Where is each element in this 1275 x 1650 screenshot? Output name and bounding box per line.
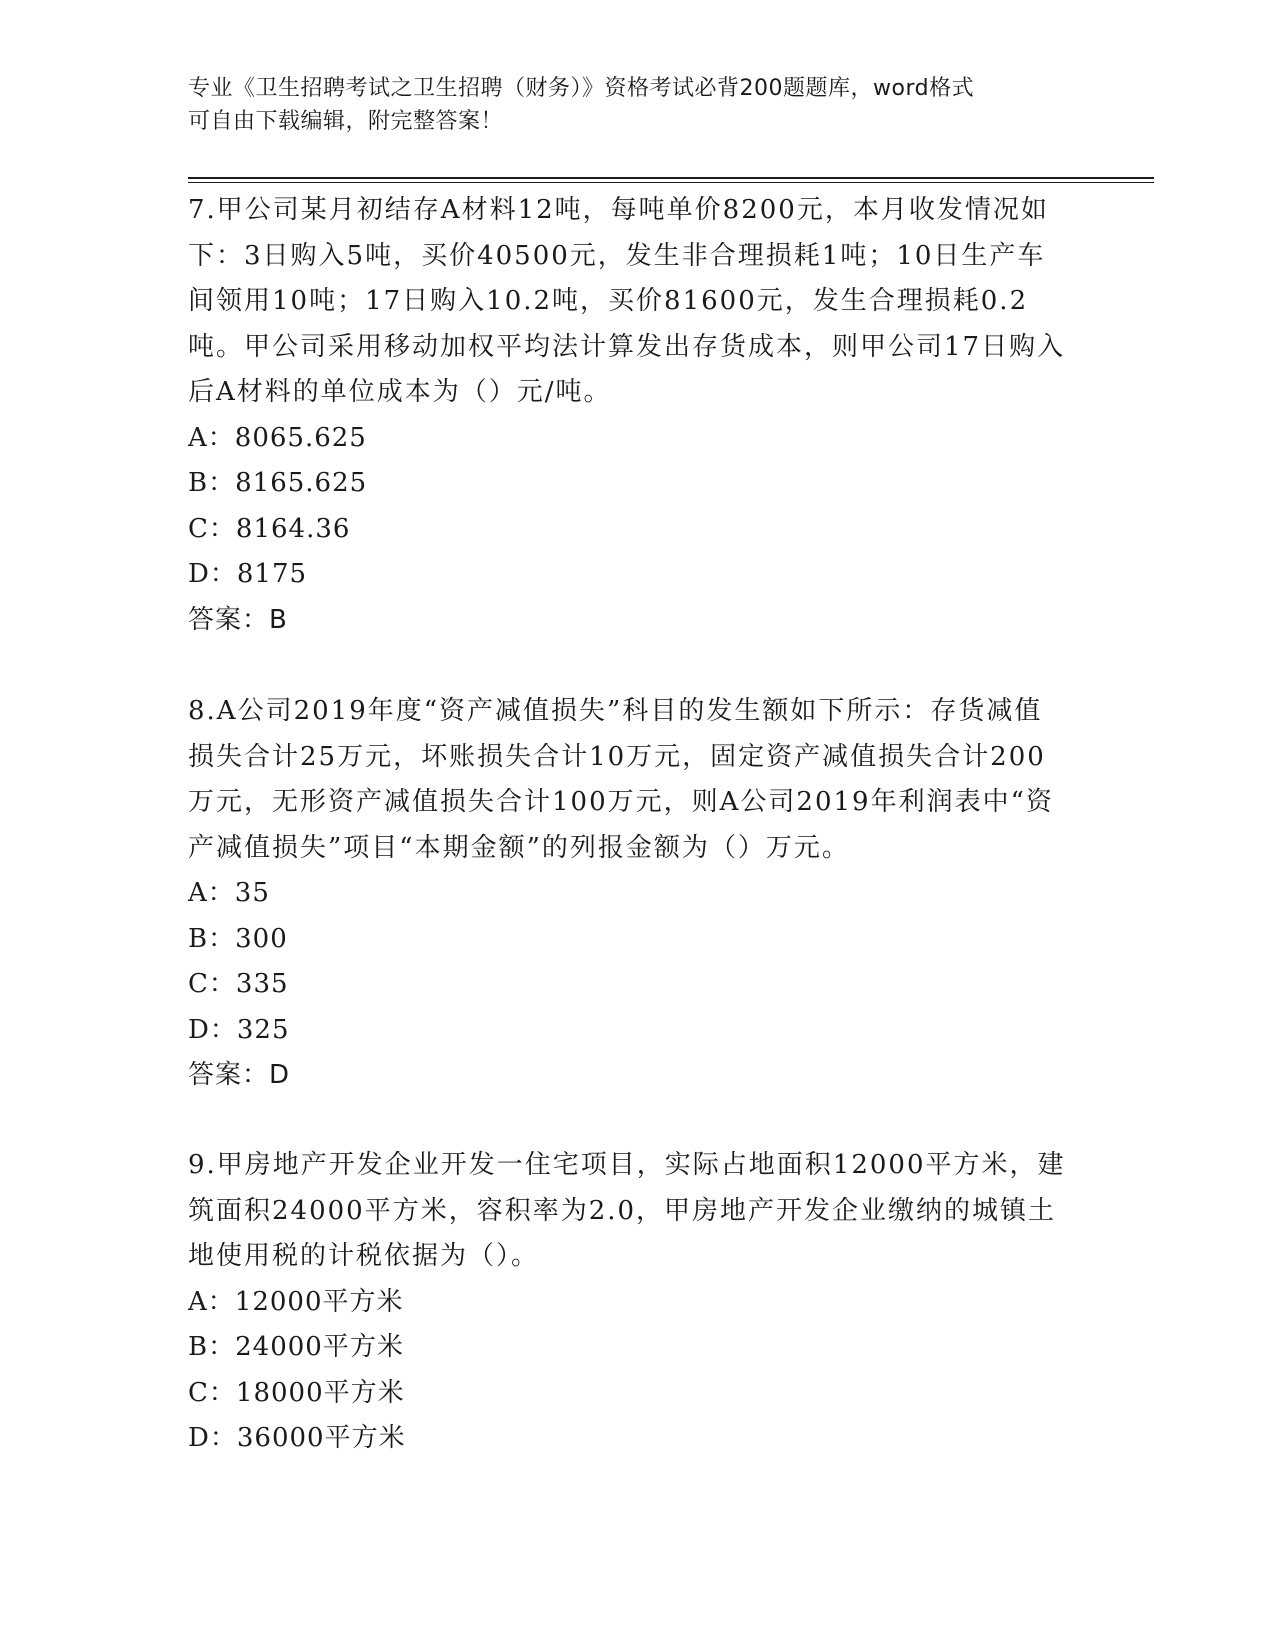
option-letter: C：: [188, 1377, 236, 1408]
option-letter: D：: [188, 1014, 237, 1045]
option-text: 8175: [236, 559, 308, 589]
option-c: [188, 962, 1068, 1008]
question-9: [188, 1143, 1068, 1462]
option-letter: A：: [188, 422, 235, 453]
option-text: 325: [236, 1014, 290, 1045]
option-letter: C：: [188, 513, 236, 544]
option-a: [188, 1280, 1068, 1326]
header-line-1: 专业《卫生招聘考试之卫生招聘（财务）》资格考试必背200题题库，word格式: [188, 76, 975, 101]
option-d: [188, 552, 1068, 598]
question-stem: 9.甲房地产开发企业开发一住宅项目，实际占地面积12000平方米，建筑面积24000平方米，容积率为2.0，甲房地产开发企业缴纳的城镇土地使用税的计税依据为（）。: [188, 1150, 1066, 1271]
question-7: [188, 188, 1068, 643]
header-line-2: 可自由下载编辑，附完整答案！: [188, 109, 504, 134]
option-text: 8165.625: [235, 468, 368, 498]
header-divider-thick: [188, 177, 1154, 179]
option-text: 35: [234, 878, 270, 908]
option-text: 300: [235, 923, 288, 954]
option-d: [188, 1008, 1068, 1054]
option-d: [188, 1416, 1068, 1462]
document-header: [188, 72, 1068, 138]
option-text: 12000平方米: [234, 1286, 404, 1317]
option-letter: B：: [188, 923, 236, 954]
option-c: [188, 1371, 1068, 1417]
option-text: 8164.36: [235, 513, 351, 544]
question-stem: 8.A公司2019年度“资产减值损失”科目的发生额如下所示：存货减值损失合计25万元，坏账损失合计10万元，固定资产减值损失合计200万元，无形资产减值损失合计100万元，则A公司2019年利润表中“资产减值损失”项目“本期金额”的列报金额为（）万元。: [188, 696, 1054, 863]
option-text: 24000平方米: [235, 1332, 404, 1362]
option-letter: D：: [188, 1423, 237, 1453]
question-stem: 7.甲公司某月初结存A材料12吨，每吨单价8200元，本月收发情况如下：3日购入5吨，买价40500元，发生非合理损耗1吨；10日生产车间领用10吨；17日购入10.2吨，买价81600元，发生合理损耗0.2吨。甲公司采用移动加权平均法计算发出存货成本，则甲公司17日购入后A材料的单位成本为（）元/吨。: [188, 195, 1066, 407]
option-letter: B：: [188, 468, 236, 498]
option-a: [188, 416, 1068, 462]
option-a: [188, 871, 1068, 917]
option-letter: B：: [188, 1332, 236, 1362]
option-letter: A：: [188, 1286, 235, 1317]
answer-line: 答案：D: [188, 1060, 291, 1090]
option-c: [188, 507, 1068, 553]
option-text: 36000平方米: [236, 1423, 406, 1453]
option-letter: D：: [188, 559, 237, 589]
option-text: 18000平方米: [235, 1377, 405, 1408]
option-letter: A：: [188, 878, 235, 908]
option-b: [188, 917, 1068, 963]
option-b: [188, 1325, 1068, 1371]
question-8: [188, 689, 1068, 1099]
header-divider-thin: [188, 182, 1154, 183]
option-b: [188, 461, 1068, 507]
option-letter: C：: [188, 969, 236, 999]
answer-line: 答案：B: [188, 604, 288, 635]
option-text: 8065.625: [234, 422, 367, 453]
option-text: 335: [235, 969, 289, 999]
